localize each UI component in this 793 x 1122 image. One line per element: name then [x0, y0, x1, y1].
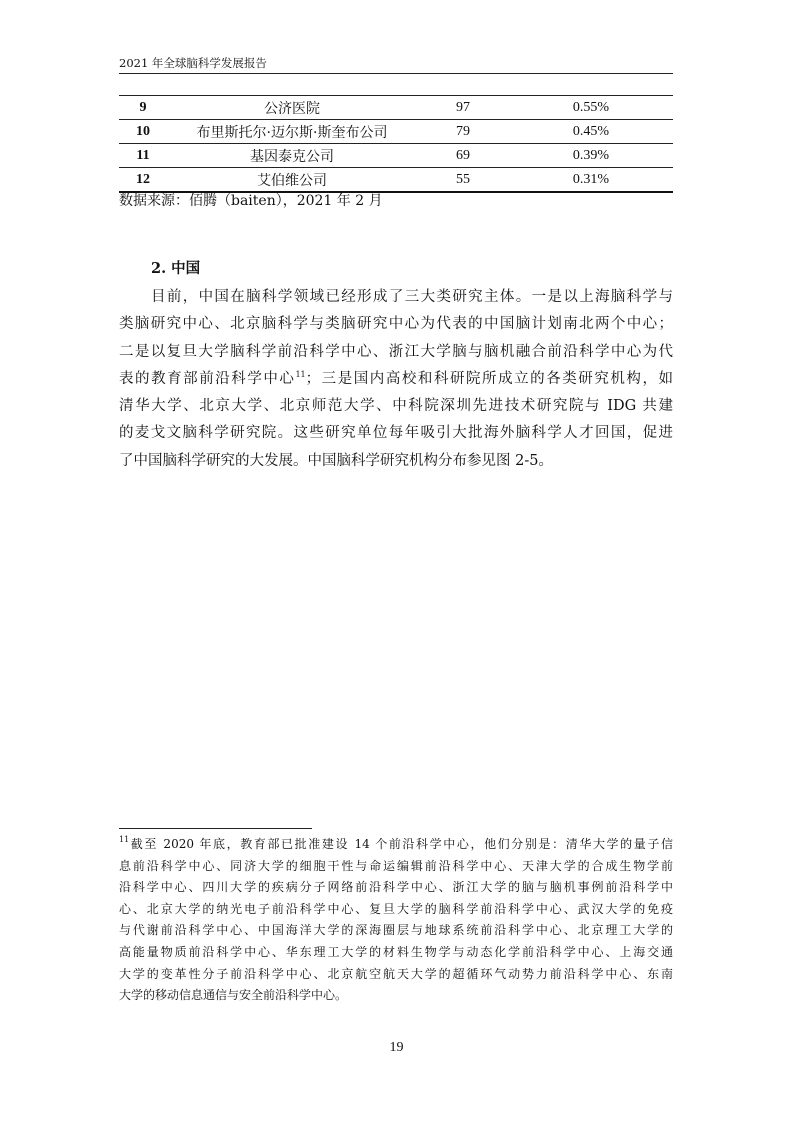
share-cell: 0.55% [509, 96, 673, 120]
footnote-marker: 11 [119, 835, 130, 844]
count-cell: 55 [417, 168, 509, 193]
body-line: 二是以复旦大学脑科学前沿科学中心、浙江大学脑与脑机融合前沿科学中心为代 [119, 343, 673, 360]
share-cell: 0.39% [509, 144, 673, 168]
running-header: 2021 年全球脑科学发展报告 [119, 56, 267, 70]
footnote-divider [119, 828, 312, 829]
footnote-line: 大学的变革性分子前沿科学中心、北京航空航天大学的超循环气动势力前沿科学中心、东南 [119, 966, 673, 981]
institution-cell: 基因泰克公司 [167, 144, 417, 168]
count-cell: 97 [417, 96, 509, 120]
institution-cell: 公济医院 [167, 96, 417, 120]
body-line: 目前，中国在脑科学领域已经形成了三大类研究主体。一是以上海脑科学与 [151, 289, 673, 305]
header-divider [119, 73, 673, 74]
body-line-part: 表的教育部前沿科学中心 [119, 370, 296, 387]
footnote-reference[interactable]: 11 [295, 369, 306, 379]
body-line: 了中国脑科学研究的大发展。中国脑科学研究机构分布参见图 2-5。 [119, 452, 553, 469]
body-line: 的麦戈文脑科学研究院。这些研究单位每年吸引大批海外脑科学人才回国，促进 [119, 425, 673, 442]
share-cell: 0.31% [509, 168, 673, 193]
section-heading: 2. 中国 [151, 260, 201, 277]
count-cell: 79 [417, 120, 509, 144]
count-cell: 69 [417, 144, 509, 168]
ranking-table [119, 95, 673, 193]
footnote-line: 高能量物质前沿科学中心、华东理工大学的材料生物学与动态化学前沿科学中心、上海交通 [119, 944, 673, 959]
footnote-line: 与代谢前沿科学中心、中国海洋大学的深海圈层与地球系统前沿科学中心、北京理工大学的 [119, 923, 673, 938]
body-line: 清华大学、北京大学、北京师范大学、中科院深圳先进技术研究院与 IDG 共建 [119, 398, 673, 415]
share-cell: 0.45% [509, 120, 673, 144]
table-source-note: 数据来源：佰腾（baiten），2021 年 2 月 [119, 193, 383, 209]
rank-cell: 12 [119, 168, 167, 193]
footnote-line: 心、北京大学的纳光电子前沿科学中心、复旦大学的脑科学前沿科学中心、武汉大学的免疫 [119, 901, 673, 916]
institution-cell: 艾伯维公司 [167, 168, 417, 193]
institution-cell: 布里斯托尔·迈尔斯·斯奎布公司 [167, 120, 417, 144]
footnote [119, 834, 673, 1007]
footnote-line: 大学的移动信息通信与安全前沿科学中心。 [119, 988, 348, 1003]
footnote-line [119, 834, 673, 856]
body-line-with-ref [119, 366, 673, 393]
rank-cell: 10 [119, 120, 167, 144]
table-row [119, 168, 673, 193]
body-line: 类脑研究中心、北京脑科学与类脑研究中心为代表的中国脑计划南北两个中心； [119, 316, 673, 333]
footnote-line-text: 截至 2020 年底，教育部已批准建设 14 个前沿科学中心，他们分别是：清华大学的量子信 [129, 837, 673, 851]
table-row [119, 120, 673, 144]
footnote-line: 息前沿科学中心、同济大学的细胞干性与命运编辑前沿科学中心、天津大学的合成生物学前 [119, 858, 673, 873]
rank-cell: 9 [119, 96, 167, 120]
body-paragraph [119, 284, 673, 475]
footnote-line: 沿科学中心、四川大学的疾病分子网络前沿科学中心、浙江大学的脑与脑机事例前沿科学中 [119, 880, 673, 895]
page-number: 19 [389, 1040, 404, 1055]
body-line-part: ；三是国内高校和科研院所成立的各类研究机构，如 [305, 370, 673, 387]
table-row [119, 144, 673, 168]
table-row [119, 96, 673, 120]
rank-cell: 11 [119, 144, 167, 168]
